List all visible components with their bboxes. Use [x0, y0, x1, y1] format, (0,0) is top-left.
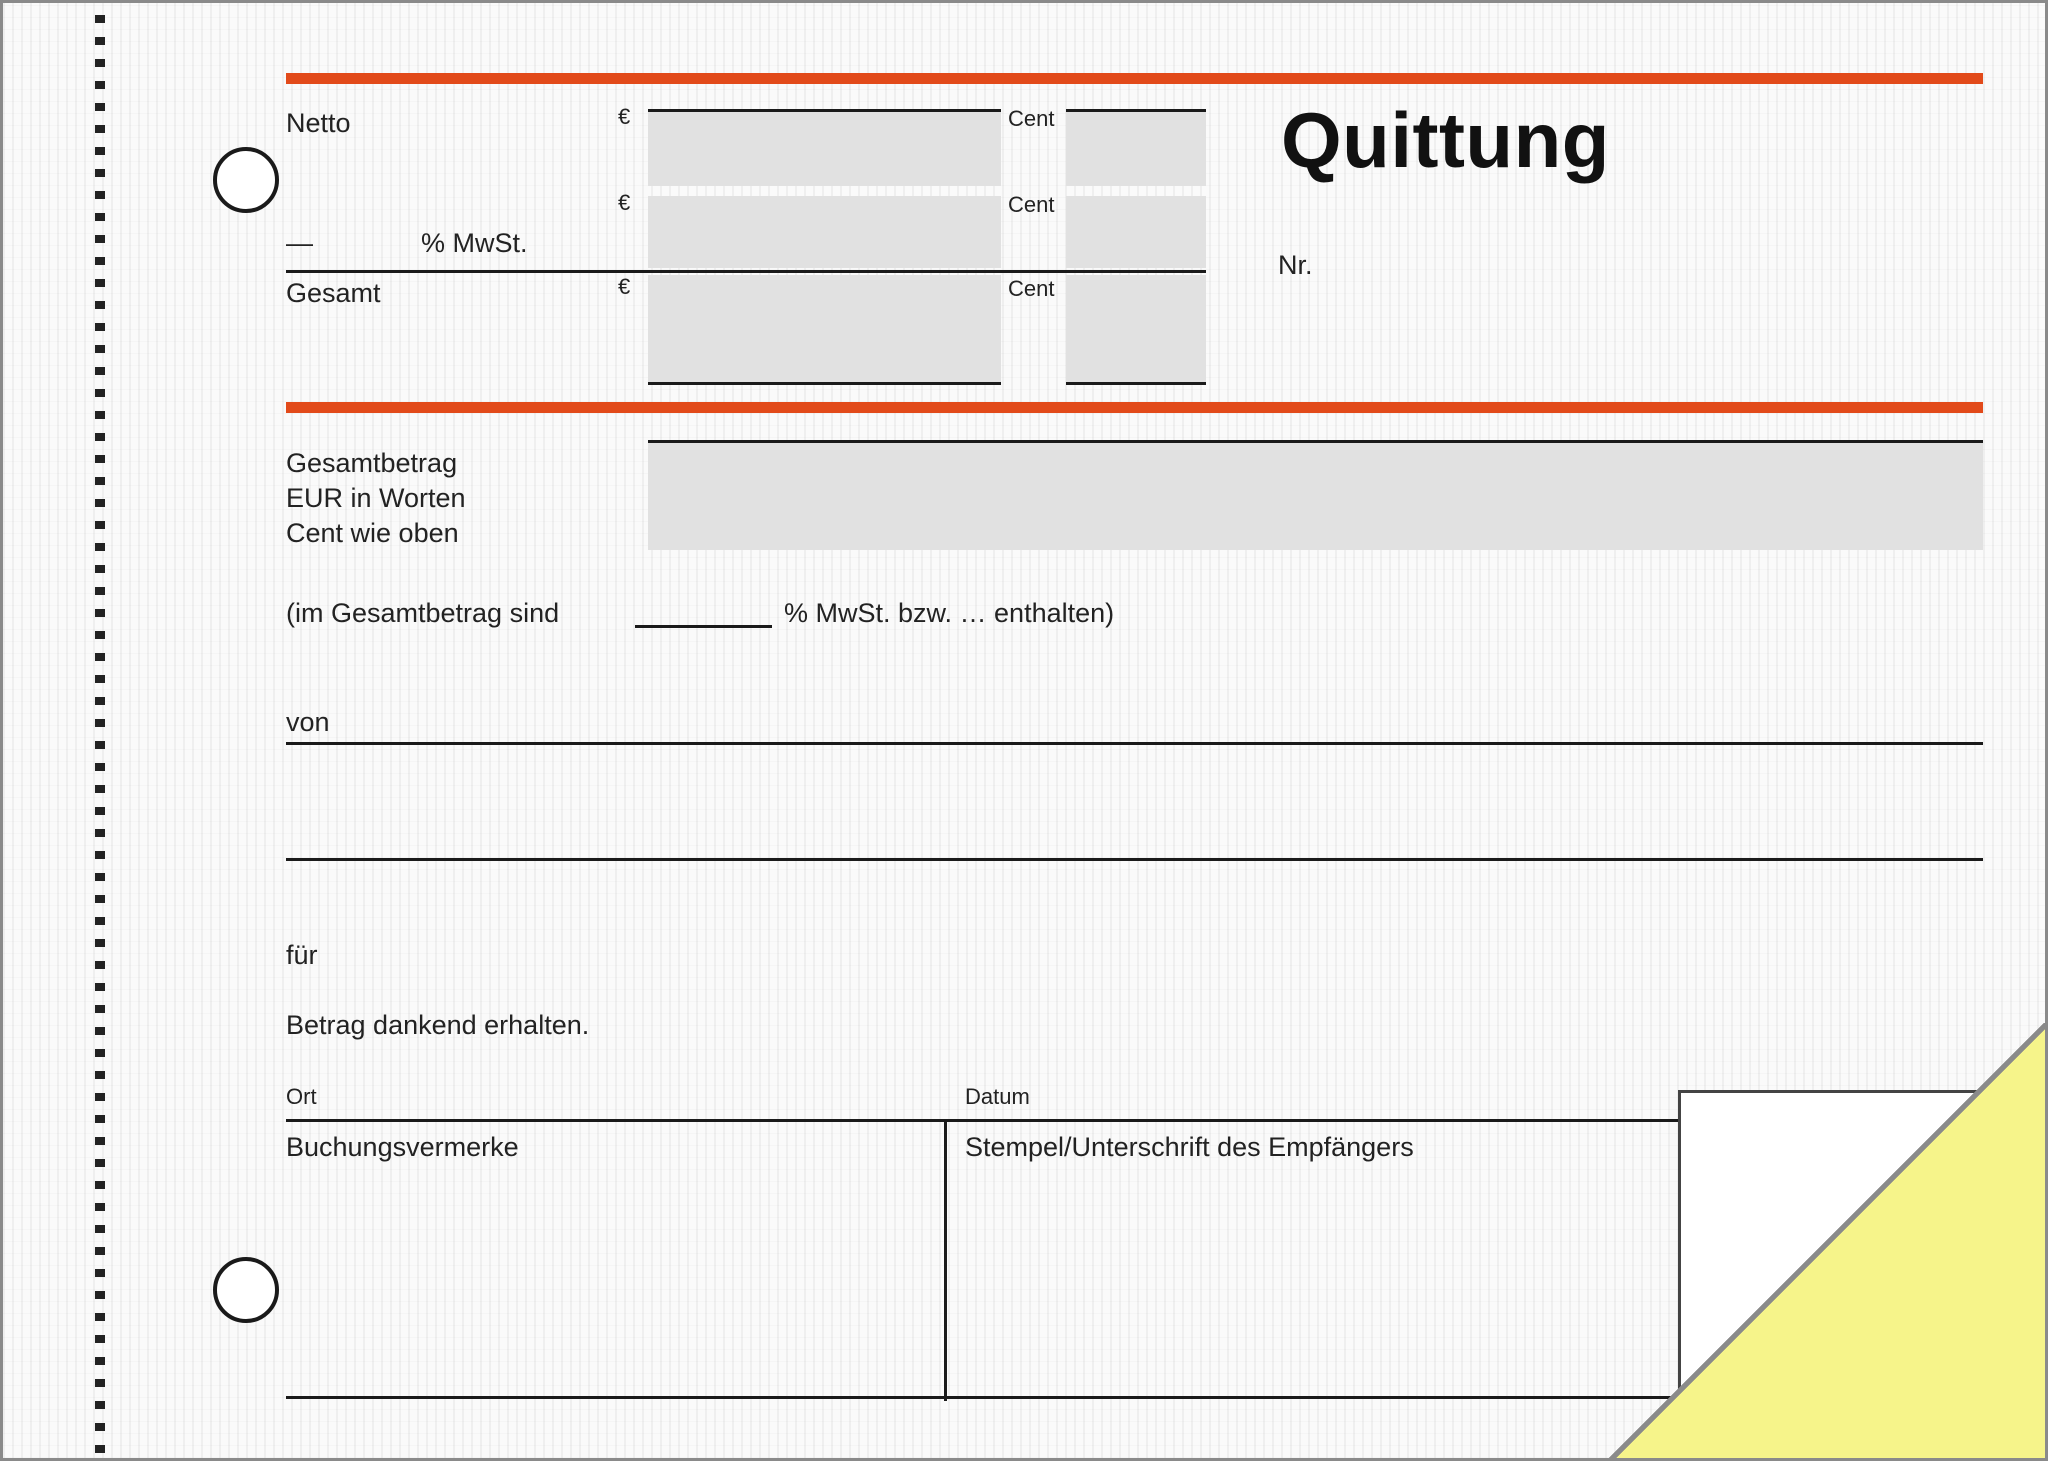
amount-words-line-2: EUR in Worten: [286, 483, 466, 513]
cent-label-mwst: Cent: [1008, 192, 1055, 217]
stamp-label: Stempel/Unterschrift des Empfängers: [965, 1132, 1414, 1162]
perforation-edge: [95, 13, 105, 1453]
mwst-blank: —: [286, 228, 313, 258]
cent-label-gesamt: Cent: [1008, 276, 1055, 301]
amount-words-label: [286, 446, 466, 551]
received-text: Betrag dankend erhalten.: [286, 1010, 590, 1040]
gesamt-euro-field[interactable]: [648, 275, 1001, 383]
incl-prefix: (im Gesamtbetrag sind: [286, 598, 560, 628]
mwst-cent-field[interactable]: [1066, 196, 1206, 268]
number-label: Nr.: [1278, 250, 1313, 280]
gesamt-top-rule: [286, 270, 1206, 273]
page-curl-edge: [1603, 1023, 2048, 1461]
receipt-title: Quittung: [1281, 96, 1610, 184]
amount-words-line-3: Cent wie oben: [286, 518, 459, 548]
date-label: Datum: [965, 1084, 1030, 1109]
place-label: Ort: [286, 1084, 317, 1109]
netto-cent-top-rule: [1066, 109, 1206, 112]
currency-label-mwst: €: [618, 190, 631, 215]
cent-label-netto: Cent: [1008, 106, 1055, 131]
netto-cent-field[interactable]: [1066, 110, 1206, 186]
from-line-2[interactable]: [286, 858, 1983, 861]
gesamt-cent-bottom-rule: [1066, 382, 1206, 385]
gesamt-label: Gesamt: [286, 278, 381, 308]
from-line-1[interactable]: [286, 742, 1983, 745]
netto-top-rule: [648, 109, 1001, 112]
amount-words-field[interactable]: [648, 443, 1983, 550]
gesamt-cent-field[interactable]: [1066, 275, 1206, 383]
currency-label-netto: €: [618, 104, 631, 129]
mwst-label: % MwSt.: [421, 228, 528, 258]
netto-label: Netto: [286, 108, 351, 138]
from-label: von: [286, 707, 330, 737]
incl-rate-field[interactable]: [635, 625, 772, 628]
punch-hole-top: [213, 147, 279, 213]
for-label: für: [286, 940, 318, 970]
red-rule-middle: [286, 402, 1983, 413]
netto-euro-field[interactable]: [648, 110, 1001, 186]
bottom-divider: [944, 1119, 947, 1401]
red-rule-top: [286, 73, 1983, 84]
booking-label: Buchungsvermerke: [286, 1132, 519, 1162]
gesamt-bottom-rule: [648, 382, 1001, 385]
punch-hole-bottom: [213, 1257, 279, 1323]
mwst-euro-field[interactable]: [648, 196, 1001, 268]
amount-words-line-1: Gesamtbetrag: [286, 448, 458, 478]
currency-label-gesamt: €: [618, 274, 631, 299]
incl-suffix: % MwSt. bzw. … enthalten): [784, 598, 1115, 628]
